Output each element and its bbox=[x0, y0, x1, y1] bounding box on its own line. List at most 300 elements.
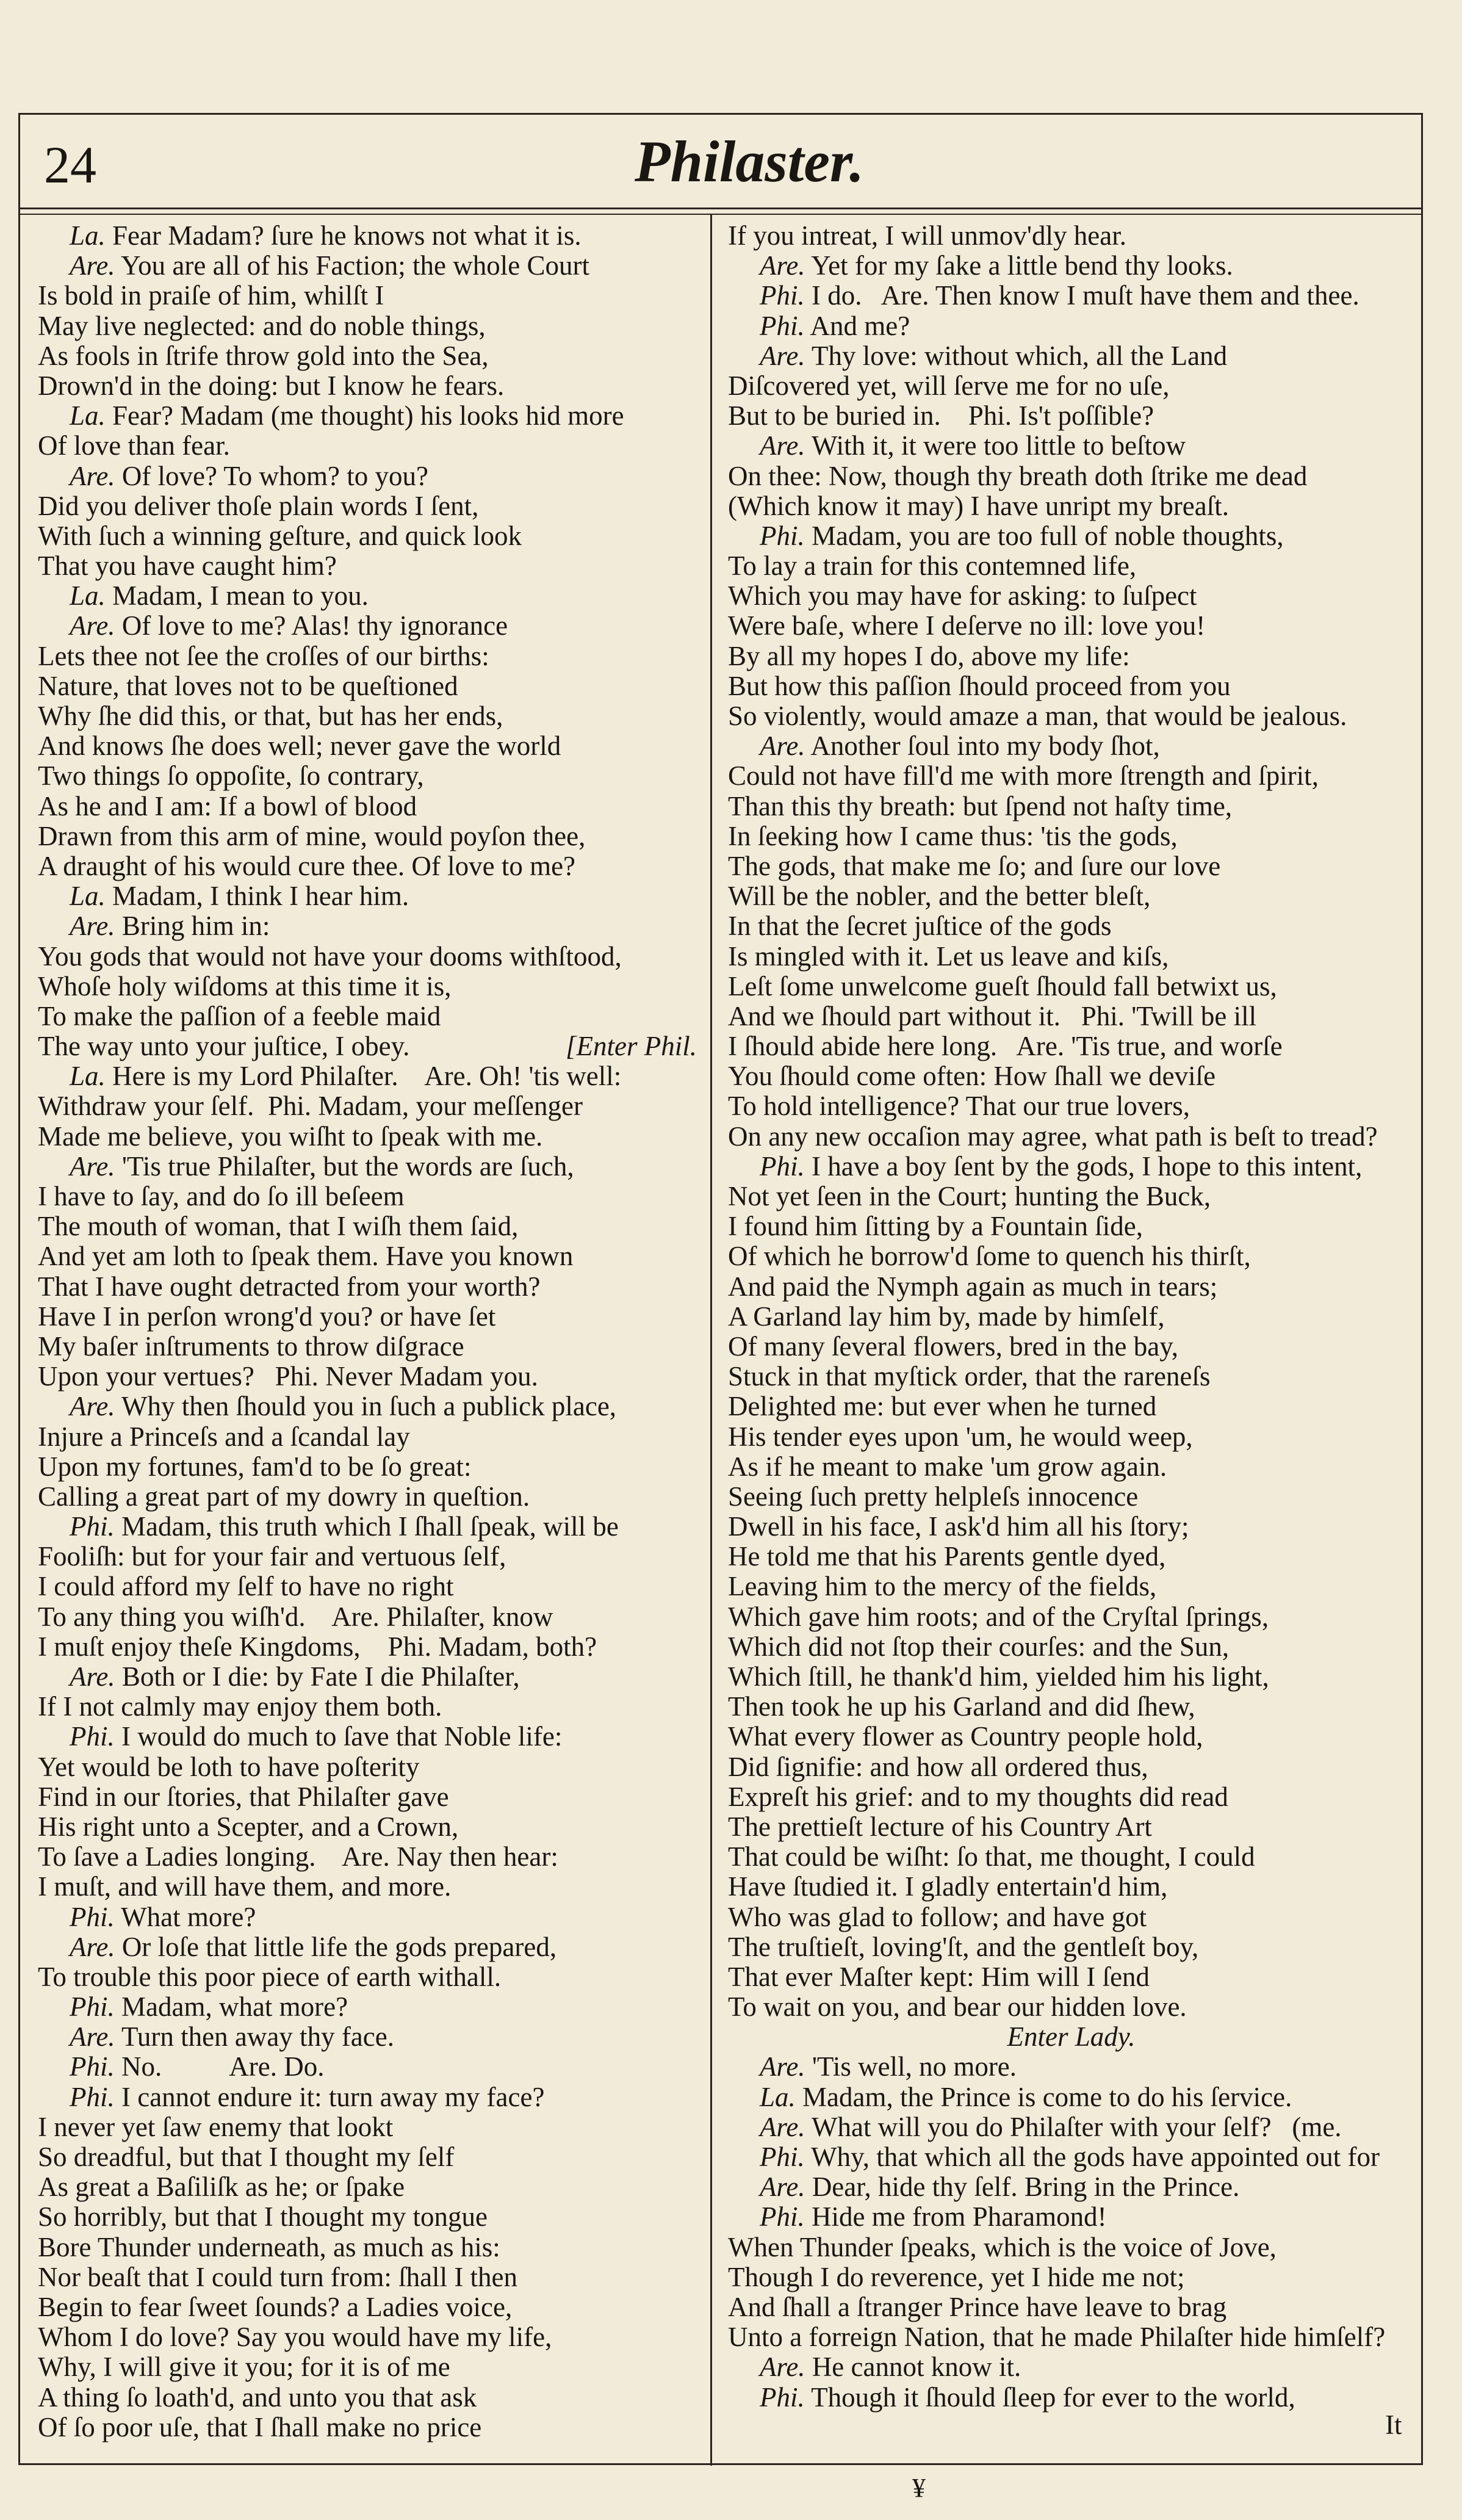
line-text: Seeing ſuch pretty helpleſs innocence bbox=[728, 1481, 1139, 1512]
text-line bbox=[728, 551, 1414, 581]
line-text: Upon my fortunes, fam'd to be ſo great: bbox=[38, 1451, 472, 1482]
line-text: The mouth of woman, that I wiſh them ſaid, bbox=[38, 1211, 519, 1242]
line-text: His right unto a Scepter, and a Crown, bbox=[38, 1811, 459, 1842]
text-line bbox=[728, 761, 1414, 791]
line-text: Of many ſeveral flowers, bred in the bay, bbox=[728, 1330, 1179, 1362]
text-line bbox=[728, 431, 1414, 461]
text-line bbox=[38, 581, 697, 611]
line-text: Which ſtill, he thank'd him, yielded him his light, bbox=[728, 1661, 1269, 1692]
line-text: With ſuch a winning geſture, and quick look bbox=[38, 520, 522, 551]
line-text: Though I do reverence, yet I hide me not; bbox=[728, 2261, 1185, 2292]
line-text: Made me believe, you wiſht to ſpeak with me. bbox=[38, 1121, 543, 1152]
text-line bbox=[38, 221, 697, 251]
text-line bbox=[728, 881, 1414, 911]
stage-direction-text: Enter Lady. bbox=[1007, 2021, 1136, 2052]
line-text: As if he meant to make 'um grow again. bbox=[728, 1451, 1167, 1482]
line-text: Were baſe, where I deſerve no ill: love you! bbox=[728, 610, 1206, 641]
text-line bbox=[38, 1452, 697, 1482]
line-text: And paid the Nymph again as much in tears; bbox=[728, 1271, 1218, 1302]
text-line bbox=[38, 2202, 697, 2232]
line-text: Lets thee not ſee the croſſes of our births: bbox=[38, 640, 489, 671]
line-text: Did you deliver thoſe plain words I ſent, bbox=[38, 490, 479, 521]
text-line bbox=[728, 221, 1414, 251]
text-line bbox=[728, 851, 1414, 881]
line-text: Fear Madam? ſure he knows not what it is. bbox=[105, 220, 582, 251]
line-text: I could afford my ſelf to have no right bbox=[38, 1571, 454, 1602]
text-line bbox=[728, 671, 1414, 701]
line-text: I have a boy ſent by the gods, I hope to this intent, bbox=[804, 1150, 1363, 1182]
text-line bbox=[728, 2383, 1414, 2413]
line-text: If you intreat, I will unmov'dly hear. bbox=[728, 220, 1126, 251]
line-text: Upon your vertues? Phi. Never Madam you. bbox=[38, 1361, 538, 1392]
text-line bbox=[38, 2172, 697, 2202]
line-text: To trouble this poor piece of earth withall. bbox=[38, 1961, 502, 1992]
line-text: As he and I am: If a bowl of blood bbox=[38, 790, 417, 821]
text-line bbox=[728, 1872, 1414, 1902]
text-line bbox=[38, 611, 697, 641]
text-line bbox=[38, 1332, 697, 1362]
text-line bbox=[728, 1782, 1414, 1812]
text-line bbox=[38, 2082, 697, 2112]
speaker-prefix: La. bbox=[70, 580, 106, 612]
text-line bbox=[38, 851, 697, 881]
line-text: So violently, would amaze a man, that would be jealous. bbox=[728, 701, 1347, 731]
line-text: Dwell in his face, I ask'd him all his ſtory; bbox=[728, 1511, 1189, 1542]
text-line bbox=[728, 942, 1414, 972]
speaker-prefix: Are. bbox=[70, 250, 115, 281]
text-line bbox=[38, 1932, 697, 1962]
line-text: I would do much to ſave that Noble life: bbox=[114, 1721, 563, 1752]
text-line bbox=[728, 1122, 1414, 1152]
line-text: Why, that which all the gods have appointed out for bbox=[804, 2142, 1380, 2172]
speaker-prefix: La. bbox=[760, 2081, 796, 2112]
text-line bbox=[38, 311, 697, 341]
text-line bbox=[38, 2142, 697, 2172]
text-line bbox=[38, 2022, 697, 2052]
line-text: Why, I will give it you; for it is of me bbox=[38, 2352, 450, 2383]
line-text: Then took he up his Garland and did ſhew, bbox=[728, 1691, 1195, 1722]
text-line bbox=[728, 251, 1414, 281]
line-text: To ſave a Ladies longing. Are. Nay then hear: bbox=[38, 1841, 558, 1872]
line-text: Injure a Princeſs and a ſcandal lay bbox=[38, 1421, 410, 1452]
text-line bbox=[728, 1662, 1414, 1692]
line-text: Another ſoul into my body ſhot, bbox=[805, 731, 1160, 762]
column-divider bbox=[710, 214, 712, 2466]
text-line bbox=[728, 1992, 1414, 2022]
line-text: I cannot endure it: turn away my face? bbox=[114, 2081, 545, 2112]
text-line bbox=[728, 2322, 1414, 2352]
text-line bbox=[38, 2262, 697, 2292]
line-text: To any thing you wiſh'd. Are. Philaſter, know bbox=[38, 1601, 553, 1632]
line-text: That you have caught him? bbox=[38, 551, 337, 582]
text-line bbox=[728, 2262, 1414, 2292]
line-text: Of love to me? Alas! thy ignorance bbox=[115, 610, 508, 641]
text-line bbox=[728, 1512, 1414, 1542]
text-line bbox=[728, 1302, 1414, 1332]
line-text: Dear, hide thy ſelf. Bring in the Prince. bbox=[805, 2172, 1240, 2203]
line-text: That I have ought detracted from your worth? bbox=[38, 1271, 541, 1302]
line-text: Which you may have for asking: to ſuſpect bbox=[728, 580, 1197, 612]
line-text: I ſhould abide here long. Are. 'Tis true, and worſe bbox=[728, 1031, 1283, 1062]
line-text: And yet am loth to ſpeak them. Have you known bbox=[38, 1241, 574, 1272]
line-text: And knows ſhe does well; never gave the world bbox=[38, 731, 561, 762]
speaker-prefix: Phi. bbox=[760, 310, 805, 341]
line-text: A thing ſo loath'd, and unto you that ask bbox=[38, 2381, 477, 2413]
text-line bbox=[38, 1392, 697, 1421]
line-text: So horribly, but that I thought my tongue bbox=[38, 2201, 488, 2233]
text-line bbox=[38, 2052, 697, 2082]
text-line bbox=[728, 1152, 1414, 1182]
speaker-prefix: La. bbox=[70, 400, 106, 431]
text-line bbox=[38, 1872, 697, 1902]
line-text: Nor beaſt that I could turn from: ſhall I then bbox=[38, 2261, 518, 2292]
speaker-prefix: Are. bbox=[70, 911, 115, 942]
text-line bbox=[38, 942, 697, 972]
text-line bbox=[728, 911, 1414, 941]
text-line bbox=[728, 1332, 1414, 1362]
page-number: 24 bbox=[44, 135, 96, 194]
text-line bbox=[728, 1692, 1414, 1722]
line-text: (Which know it may) I have unript my breaſt. bbox=[728, 490, 1230, 521]
text-line bbox=[38, 1182, 697, 1211]
text-line bbox=[728, 2202, 1414, 2232]
speaker-prefix: Are. bbox=[70, 610, 115, 641]
right-column bbox=[728, 221, 1414, 2413]
line-text: Could not have fill'd me with more ſtrength and ſpirit, bbox=[728, 760, 1319, 792]
text-line bbox=[728, 972, 1414, 1002]
line-text: Is bold in praiſe of him, whilſt I bbox=[38, 280, 384, 311]
line-text: I muſt, and will have them, and more. bbox=[38, 1871, 452, 1902]
header-rule bbox=[18, 208, 1423, 209]
speaker-prefix: Phi. bbox=[760, 2142, 805, 2172]
speaker-prefix: Phi. bbox=[70, 1901, 115, 1932]
line-text: Turn then away thy face. bbox=[115, 2021, 394, 2052]
line-text: Madam, the Prince is come to do his ſervice. bbox=[795, 2081, 1292, 2112]
line-text: A draught of his would cure thee. Of love to me? bbox=[38, 850, 576, 881]
text-line bbox=[38, 491, 697, 521]
text-line bbox=[38, 1512, 697, 1542]
line-text: What more? bbox=[114, 1901, 256, 1932]
text-line bbox=[38, 1812, 697, 1842]
line-text: You gods that would not have your dooms withſtood, bbox=[38, 940, 622, 972]
text-line bbox=[38, 281, 697, 311]
text-line bbox=[728, 1722, 1414, 1752]
text-line bbox=[38, 1091, 697, 1121]
text-line bbox=[38, 1692, 697, 1722]
text-line bbox=[728, 1932, 1414, 1962]
text-line bbox=[728, 2082, 1414, 2112]
text-line bbox=[728, 2233, 1414, 2262]
speaker-prefix: Phi. bbox=[760, 280, 805, 311]
line-text: As fools in ſtrife throw gold into the Sea, bbox=[38, 340, 489, 371]
catchword: It bbox=[1385, 2410, 1402, 2440]
line-text: Find in our ſtories, that Philaſter gave bbox=[38, 1781, 449, 1812]
text-line bbox=[728, 311, 1414, 341]
line-text: The prettieſt lecture of his Country Art bbox=[728, 1811, 1152, 1842]
speaker-prefix: Are. bbox=[760, 2051, 805, 2082]
line-text: Diſcovered yet, will ſerve me for no uſe, bbox=[728, 370, 1170, 401]
text-line bbox=[38, 2322, 697, 2352]
text-line bbox=[38, 251, 697, 281]
line-text: The truſtieſt, loving'ſt, and the gentleſt boy, bbox=[728, 1931, 1199, 1962]
text-line bbox=[728, 1962, 1414, 1992]
text-line bbox=[728, 1542, 1414, 1572]
text-line bbox=[38, 761, 697, 791]
text-line bbox=[38, 1211, 697, 1241]
text-line bbox=[38, 2413, 697, 2442]
text-line bbox=[38, 1572, 697, 1601]
line-text: Fear? Madam (me thought) his looks hid more bbox=[105, 400, 624, 431]
line-text: With it, it were too little to beſtow bbox=[805, 430, 1186, 461]
speaker-prefix: Are. bbox=[70, 1150, 115, 1182]
line-text: I muſt enjoy theſe Kingdoms, Phi. Madam, both? bbox=[38, 1631, 597, 1662]
text-line bbox=[728, 1392, 1414, 1421]
text-line bbox=[38, 551, 697, 581]
speaker-prefix: Are. bbox=[760, 731, 805, 762]
line-text: Of love than fear. bbox=[38, 430, 230, 461]
line-text: Expreſt his grief: and to my thoughts did read bbox=[728, 1781, 1228, 1812]
line-text: The gods, that make me ſo; and ſure our love bbox=[728, 850, 1221, 881]
line-text: Why then ſhould you in ſuch a publick place, bbox=[115, 1391, 617, 1422]
speaker-prefix: Are. bbox=[760, 340, 805, 371]
line-text: I found him ſitting by a Fountain ſide, bbox=[728, 1211, 1143, 1242]
line-text: That could be wiſht: ſo that, me thought, I could bbox=[728, 1841, 1255, 1872]
line-text: Drawn from this arm of mine, would poyſon thee, bbox=[38, 820, 586, 851]
text-line bbox=[38, 1482, 697, 1512]
line-text: My baſer inſtruments to throw diſgrace bbox=[38, 1330, 464, 1362]
line-text: By all my hopes I do, above my life: bbox=[728, 640, 1130, 671]
text-line bbox=[728, 2052, 1414, 2082]
line-text: Madam, I mean to you. bbox=[105, 580, 369, 612]
text-line bbox=[728, 1091, 1414, 1121]
speaker-prefix: Phi. bbox=[70, 1721, 115, 1752]
line-text: Though it ſhould ſleep for ever to the world, bbox=[804, 2381, 1295, 2413]
line-text: Not yet ſeen in the Court; hunting the Buck, bbox=[728, 1181, 1211, 1211]
text-line bbox=[728, 2172, 1414, 2202]
line-text: Madam, I think I hear him. bbox=[105, 881, 409, 912]
text-line bbox=[728, 821, 1414, 851]
left-column bbox=[38, 221, 697, 2442]
text-line bbox=[728, 1362, 1414, 1392]
text-line bbox=[728, 581, 1414, 611]
line-text: Yet for my ſake a little bend thy looks. bbox=[805, 250, 1233, 281]
text-line bbox=[728, 1211, 1414, 1241]
line-text: To wait on you, and bear our hidden love. bbox=[728, 1991, 1187, 2023]
speaker-prefix: Phi. bbox=[70, 2081, 115, 2112]
speaker-prefix: La. bbox=[70, 220, 106, 251]
text-line bbox=[728, 792, 1414, 821]
text-line bbox=[728, 1241, 1414, 1271]
line-text: To hold intelligence? That our true lovers, bbox=[728, 1091, 1190, 1122]
line-text: Leaving him to the mercy of the fields, bbox=[728, 1571, 1157, 1602]
text-line bbox=[728, 281, 1414, 311]
text-line bbox=[728, 1572, 1414, 1601]
text-line bbox=[728, 731, 1414, 761]
speaker-prefix: Are. bbox=[760, 430, 805, 461]
text-line bbox=[38, 1031, 697, 1061]
text-line bbox=[38, 2292, 697, 2322]
line-text: Here is my Lord Philaſter. Are. Oh! 'tis well: bbox=[105, 1061, 622, 1092]
line-text: Unto a forreign Nation, that he made Philaſter hide himſelf? bbox=[728, 2322, 1386, 2353]
stage-direction bbox=[728, 2022, 1414, 2052]
text-line bbox=[728, 1182, 1414, 1211]
line-text: Stuck in that myſtick order, that the rareneſs bbox=[728, 1361, 1211, 1392]
line-text: On any new occaſion may agree, what path is beſt to tread? bbox=[728, 1121, 1378, 1152]
text-line bbox=[728, 2352, 1414, 2382]
line-text: And ſhall a ſtranger Prince have leave to brag bbox=[728, 2291, 1227, 2322]
line-text: Madam, you are too full of noble thoughts, bbox=[804, 520, 1284, 551]
speaker-prefix: Are. bbox=[70, 1931, 115, 1962]
line-text: Madam, what more? bbox=[114, 1991, 348, 2023]
speaker-prefix: Are. bbox=[70, 1391, 115, 1422]
line-text: His tender eyes upon 'um, he would weep, bbox=[728, 1421, 1193, 1452]
line-text: So dreadful, but that I thought my ſelf bbox=[38, 2142, 455, 2172]
line-text: Or loſe that little life the gods prepared, bbox=[115, 1931, 557, 1962]
line-text: Delighted me: but ever when he turned bbox=[728, 1391, 1157, 1422]
line-text: 'Tis well, no more. bbox=[805, 2051, 1017, 2082]
text-line bbox=[38, 1002, 697, 1031]
line-text: To make the paſſion of a feeble maid bbox=[38, 1000, 441, 1031]
line-text: What every flower as Country people hold, bbox=[728, 1721, 1203, 1752]
line-text: Both or I die: by Fate I die Philaſter, bbox=[115, 1661, 520, 1692]
line-text: Bring him in: bbox=[115, 911, 270, 942]
speaker-prefix: Are. bbox=[70, 460, 115, 491]
text-line bbox=[38, 341, 697, 371]
line-text: Did ſignifie: and how all ordered thus, bbox=[728, 1751, 1148, 1782]
line-text: Withdraw your ſelf. Phi. Madam, your meſſenger bbox=[38, 1091, 583, 1122]
speaker-prefix: Are. bbox=[70, 2021, 115, 2052]
speaker-prefix: Phi. bbox=[760, 2201, 805, 2233]
line-text: Leſt ſome unwelcome gueſt ſhould fall betwixt us, bbox=[728, 970, 1277, 1002]
speaker-prefix: La. bbox=[70, 881, 106, 912]
text-line bbox=[38, 671, 697, 701]
text-line bbox=[728, 1031, 1414, 1061]
speaker-prefix: Are. bbox=[760, 2352, 805, 2383]
text-line bbox=[38, 1241, 697, 1271]
line-text: Of love? To whom? to you? bbox=[115, 460, 428, 491]
line-text: Calling a great part of my dowry in queſtion. bbox=[38, 1481, 530, 1512]
signature-mark: ¥ bbox=[912, 2473, 926, 2503]
speaker-prefix: Are. bbox=[760, 2111, 805, 2142]
text-line bbox=[728, 611, 1414, 641]
text-line bbox=[728, 461, 1414, 491]
stage-direction: [Enter Phil. bbox=[566, 1031, 697, 1062]
text-line bbox=[728, 1752, 1414, 1782]
line-text: But how this paſſion ſhould proceed from you bbox=[728, 670, 1231, 701]
speaker-prefix: Phi. bbox=[760, 2381, 805, 2413]
text-line bbox=[38, 1752, 697, 1782]
line-text: A Garland lay him by, made by himſelf, bbox=[728, 1301, 1165, 1332]
line-text: Which did not ſtop their courſes: and the Sun, bbox=[728, 1631, 1230, 1662]
line-text: I never yet ſaw enemy that lookt bbox=[38, 2111, 394, 2142]
text-line bbox=[38, 1782, 697, 1812]
line-text: Nature, that loves not to be queſtioned bbox=[38, 670, 458, 701]
line-text: Fooliſh: but for your fair and vertuous ſelf, bbox=[38, 1541, 506, 1572]
line-text: Have ſtudied it. I gladly entertain'd him, bbox=[728, 1871, 1168, 1902]
line-text: No. Are. Do. bbox=[114, 2051, 325, 2082]
speaker-prefix: Are. bbox=[760, 250, 805, 281]
line-text: 'Tis true Philaſter, but the words are ſuch, bbox=[115, 1150, 574, 1182]
text-line bbox=[728, 1902, 1414, 1932]
line-text: That ever Maſter kept: Him will I ſend bbox=[728, 1961, 1150, 1992]
text-line bbox=[728, 2112, 1414, 2142]
running-title: Philaster. bbox=[635, 129, 865, 194]
speaker-prefix: Are. bbox=[70, 1661, 115, 1692]
text-line bbox=[38, 2233, 697, 2262]
speaker-prefix: Are. bbox=[760, 2172, 805, 2203]
text-line bbox=[38, 972, 697, 1002]
speaker-prefix: Phi. bbox=[70, 1511, 115, 1542]
line-text: In that the ſecret juſtice of the gods bbox=[728, 911, 1112, 942]
text-line bbox=[38, 1992, 697, 2022]
line-text: Two things ſo oppoſite, ſo contrary, bbox=[38, 760, 424, 792]
speaker-prefix: Phi. bbox=[760, 520, 805, 551]
line-text: Will be the nobler, and the better bleſt, bbox=[728, 881, 1151, 912]
text-line bbox=[38, 911, 697, 941]
line-text: Begin to fear ſweet ſounds? a Ladies voice, bbox=[38, 2291, 513, 2322]
line-text: And we ſhould part without it. Phi. 'Twill be ill bbox=[728, 1000, 1257, 1031]
text-line bbox=[38, 1061, 697, 1091]
text-line bbox=[38, 1902, 697, 1932]
text-line bbox=[728, 2142, 1414, 2172]
text-line bbox=[728, 2292, 1414, 2322]
speaker-prefix: Phi. bbox=[760, 1150, 805, 1182]
text-line bbox=[38, 461, 697, 491]
text-line bbox=[38, 2112, 697, 2142]
text-line bbox=[38, 1272, 697, 1302]
line-text: Which gave him roots; and of the Cryſtal ſprings, bbox=[728, 1601, 1269, 1632]
line-text: Madam, this truth which I ſhall ſpeak, will be bbox=[114, 1511, 619, 1542]
text-line bbox=[728, 521, 1414, 551]
line-text: He cannot know it. bbox=[805, 2352, 1021, 2383]
header-rule-inner bbox=[18, 214, 1423, 215]
line-text: Have I in perſon wrong'd you? or have ſet bbox=[38, 1301, 496, 1332]
line-text: Hide me from Pharamond! bbox=[804, 2201, 1107, 2233]
line-text: And me? bbox=[804, 310, 910, 341]
text-line bbox=[38, 1362, 697, 1392]
text-line bbox=[38, 701, 697, 731]
line-text: Of which he borrow'd ſome to quench his thirſt, bbox=[728, 1241, 1251, 1272]
line-text: Than this thy breath: but ſpend not haſty time, bbox=[728, 790, 1233, 821]
text-line bbox=[728, 491, 1414, 521]
text-line bbox=[728, 1632, 1414, 1662]
text-line bbox=[38, 1962, 697, 1992]
line-text: May live neglected: and do noble things, bbox=[38, 310, 486, 341]
text-line bbox=[38, 731, 697, 761]
text-line bbox=[728, 1272, 1414, 1302]
text-line bbox=[728, 1812, 1414, 1842]
text-line bbox=[728, 1422, 1414, 1452]
line-text: Why ſhe did this, or that, but has her ends, bbox=[38, 701, 503, 731]
text-line bbox=[728, 701, 1414, 731]
text-line bbox=[38, 521, 697, 551]
text-line bbox=[38, 792, 697, 821]
line-text: Who was glad to follow; and have got bbox=[728, 1901, 1147, 1932]
text-line bbox=[728, 341, 1414, 371]
line-text: He told me that his Parents gentle dyed, bbox=[728, 1541, 1166, 1572]
line-text: To lay a train for this contemned life, bbox=[728, 551, 1137, 582]
line-text: Whom I do love? Say you would have my life, bbox=[38, 2322, 552, 2353]
text-line bbox=[38, 1302, 697, 1332]
line-text: Whoſe holy wiſdoms at this time it is, bbox=[38, 970, 452, 1002]
speaker-prefix: Phi. bbox=[70, 2051, 115, 2082]
text-line bbox=[38, 821, 697, 851]
line-text: Of ſo poor uſe, that I ſhall make no price bbox=[38, 2411, 482, 2442]
line-text: As great a Baſiliſk as he; or ſpake bbox=[38, 2172, 405, 2203]
line-text: I do. Are. Then know I muſt have them and thee. bbox=[804, 280, 1359, 311]
text-line bbox=[728, 401, 1414, 431]
line-text: But to be buried in. Phi. Is't poſſible? bbox=[728, 400, 1154, 431]
